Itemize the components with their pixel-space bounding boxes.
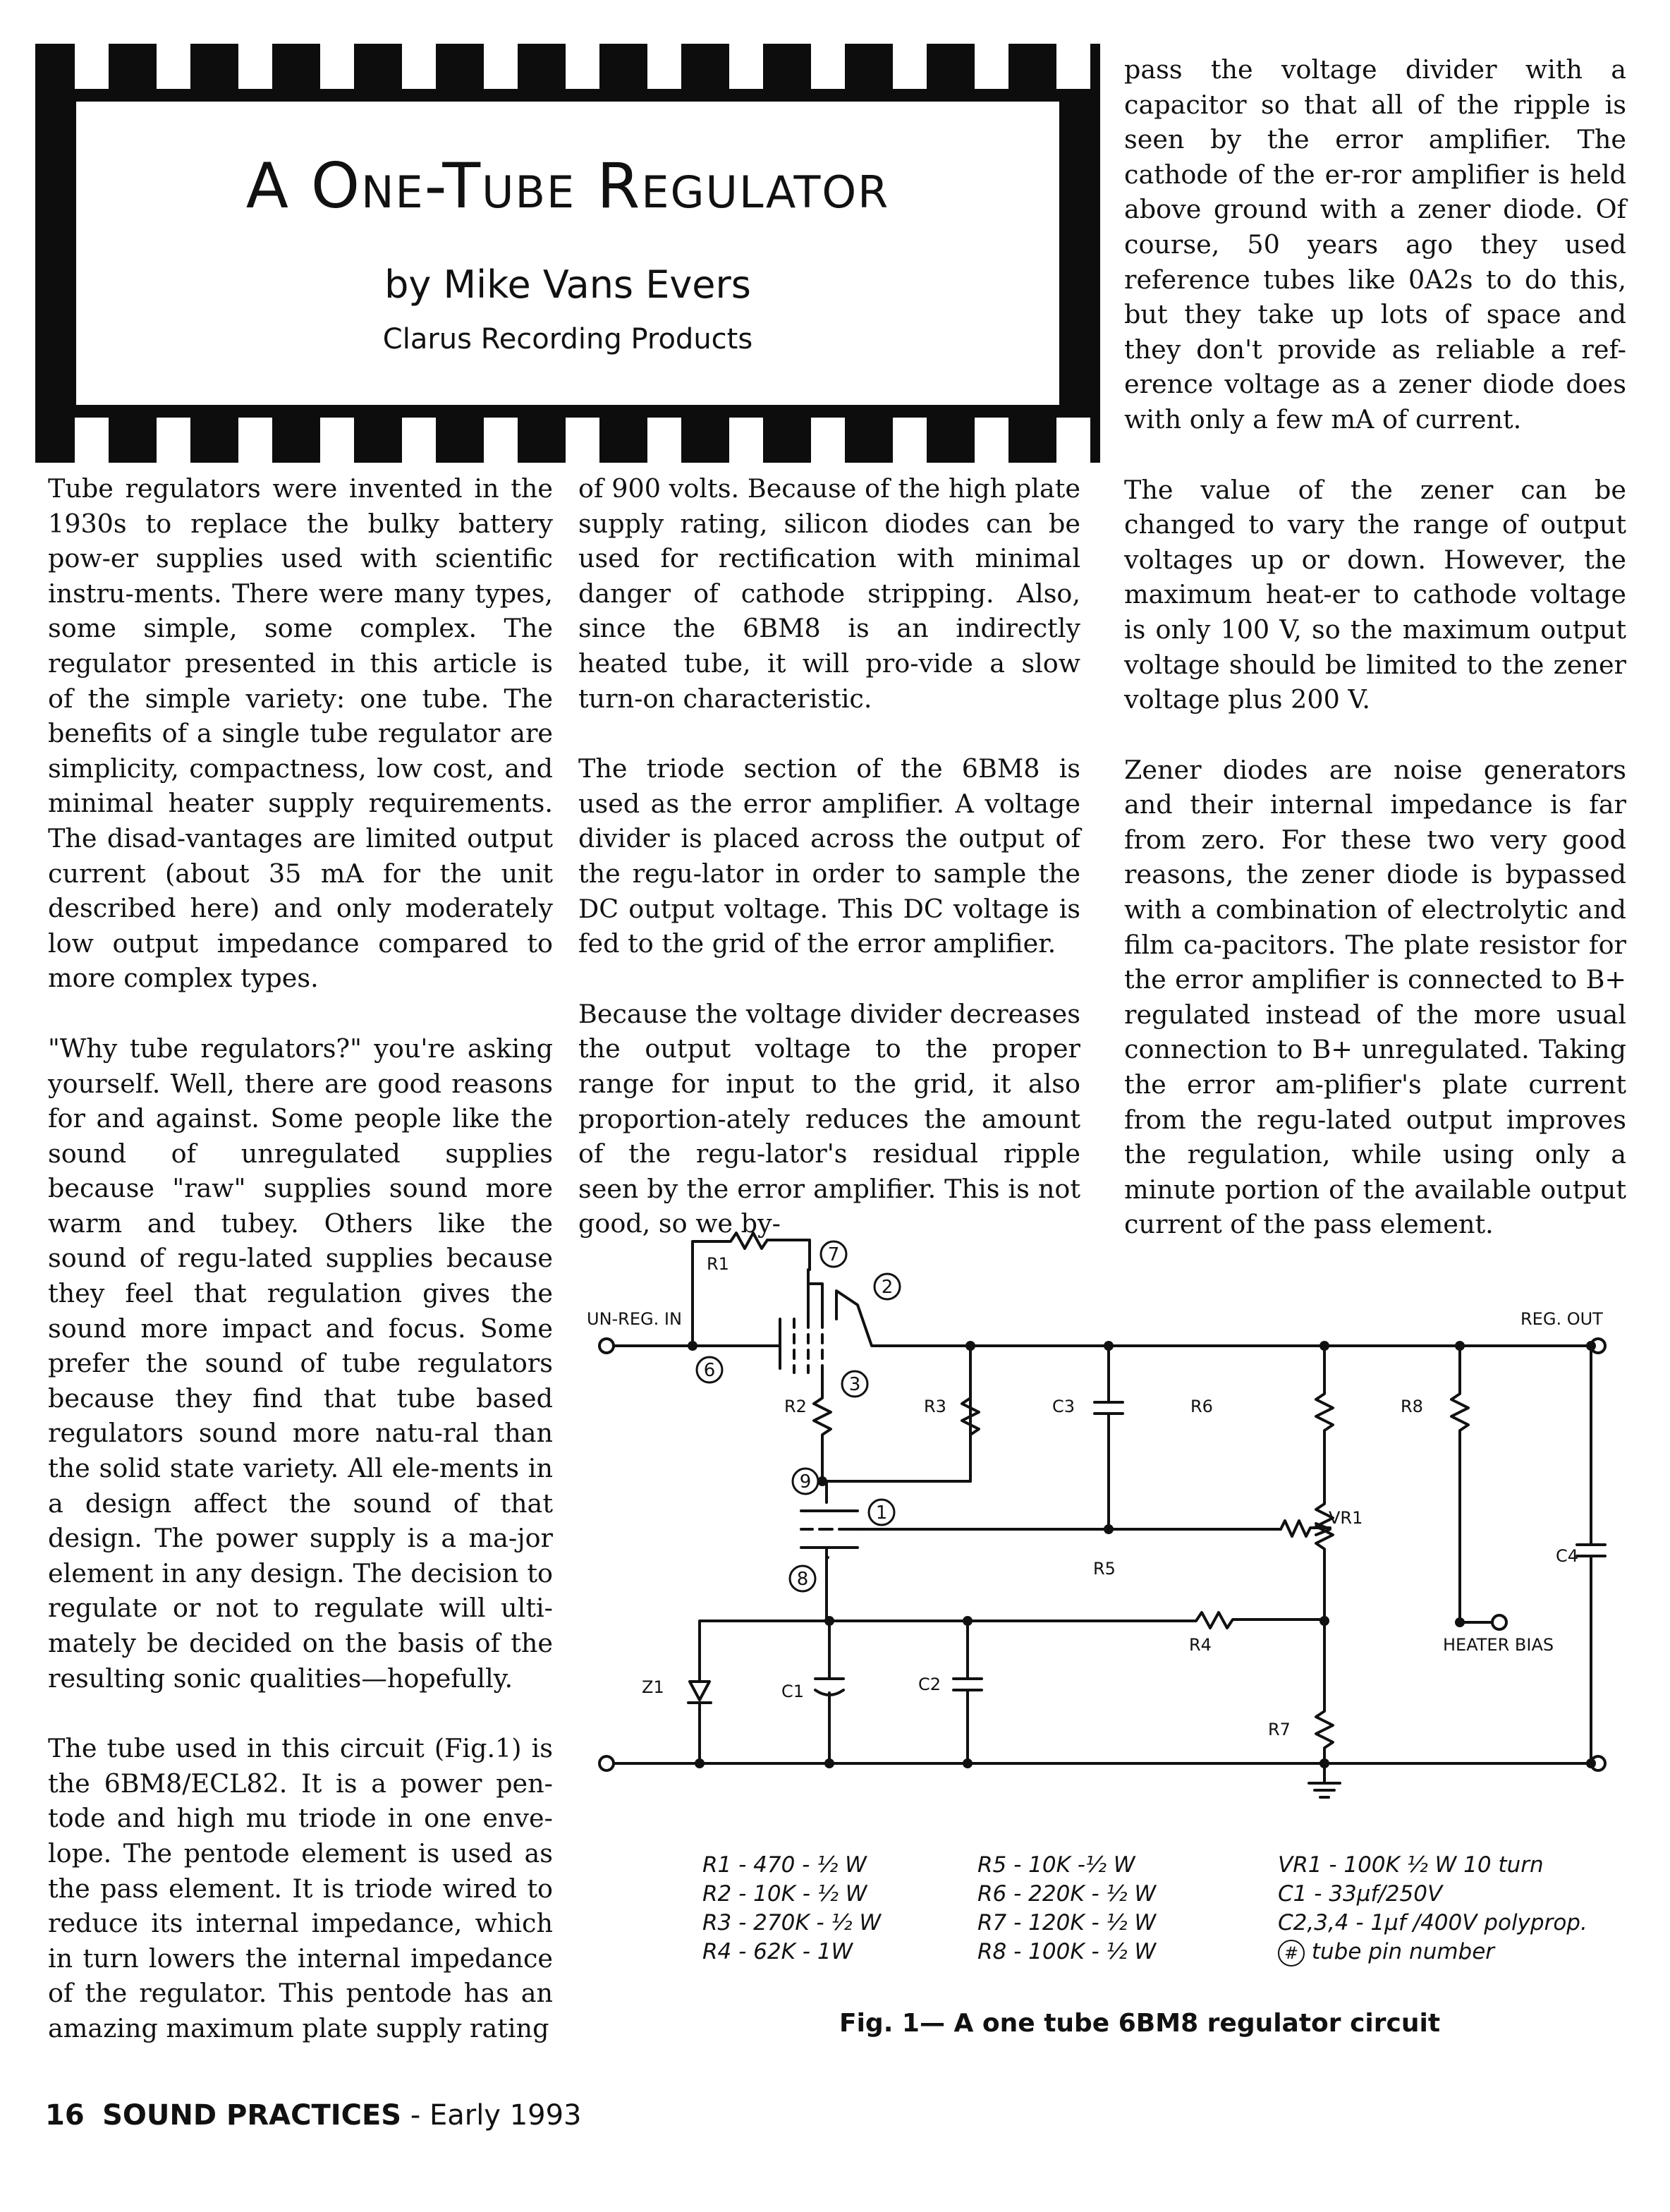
parts-list-item: C2,3,4 - 1µf /400V polyprop. <box>1278 1910 1587 1936</box>
page-number: 16 <box>45 2099 85 2132</box>
r2-resistor <box>814 1390 831 1481</box>
parts-list-item: R7 - 120K - ½ W <box>977 1910 1157 1936</box>
parts-list-item: R3 - 270K - ½ W <box>702 1910 882 1936</box>
film-strip-frame <box>35 44 1100 463</box>
r4-label: R4 <box>1189 1635 1212 1655</box>
pin-symbol: # <box>1278 1940 1305 1967</box>
r1-label: R1 <box>707 1254 729 1274</box>
pin-label: 9 <box>799 1471 812 1493</box>
c1-capacitor <box>815 1621 843 1763</box>
regulator-schematic <box>575 1213 1612 1806</box>
paragraph: Tube regulators were invented in the 1930s to replace the bulky battery pow-er supplies used with scientific instru-ments. There were many types, some simple, some complex. The regulator presented in this article is of the simple variety: one tube. The benefits of a single tube regulator are simplicity, compactness, low cost, and minimal heater supply requirements. The disad-vantages are limited output current (about 35 mA for the unit described here) and only moderately low output impedance compared to more complex types. <box>48 473 553 994</box>
pin-label: 6 <box>703 1360 716 1381</box>
c1-label: C1 <box>781 1682 805 1701</box>
pin-number-note <box>1278 1938 1587 1967</box>
r6-label: R6 <box>1190 1397 1213 1416</box>
ground-symbol <box>1309 1763 1340 1797</box>
article-title: A One-Tube Regulator <box>245 150 890 222</box>
output-rail <box>836 1291 1591 1346</box>
r1-resistor <box>693 1233 810 1346</box>
z1-label: Z1 <box>642 1677 664 1697</box>
parts-list-item: R8 - 100K - ½ W <box>977 1939 1157 1964</box>
heater-bias-label: HEATER BIAS <box>1443 1635 1554 1655</box>
c2-label: C2 <box>918 1675 941 1694</box>
c4-capacitor <box>1577 1346 1605 1763</box>
pin-note-text: tube pin number <box>1311 1939 1495 1964</box>
r3-to-grid-wire <box>822 1346 970 1481</box>
r8-label: R8 <box>1401 1397 1423 1416</box>
unreg-in-label: UN-REG. IN <box>587 1309 682 1329</box>
paragraph: Zener diodes are noise generators and their internal impedance is far from zero. For these two very good reasons, the zener diode is bypassed with a combination of electrolytic and film ca-pacitors. The plate resistor for the error amplifier is connected to B+ regulated instead of the more usual connection to B+ unregulated. Taking the error am-plifier's plate current from the regu-lated output improves the regulation, while using only a minute portion of the available output current of the pass element. <box>1124 754 1626 1240</box>
page-footer <box>45 2099 582 2132</box>
pin-label: 8 <box>796 1569 809 1590</box>
r8-resistor <box>1451 1346 1492 1622</box>
r5-label: R5 <box>1093 1559 1116 1579</box>
c3-label: C3 <box>1052 1397 1075 1416</box>
r2-label: R2 <box>784 1397 807 1416</box>
reg-out-label: REG. OUT <box>1520 1309 1603 1329</box>
parts-list-item: R5 - 10K -½ W <box>977 1852 1135 1878</box>
c3-capacitor <box>1095 1346 1123 1529</box>
paragraph: The triode section of the 6BM8 is used as the error amplifier. A voltage divider is placed across the output of the regu-lator in order to sample the DC output voltage. This DC voltage is fed to the grid of the error amplifier. <box>578 753 1080 959</box>
pin-label: 7 <box>827 1244 840 1265</box>
paragraph: of 900 volts. Because of the high plate supply rating, silicon diodes can be used for rectification with minimal danger of cathode stripping. Also, since the 6BM8 is an indirectly heated tube, it will pro-vide a slow turn-on characteristic. <box>578 473 1080 714</box>
z1-zener <box>688 1665 711 1763</box>
parts-list-column-2 <box>977 1851 1156 1967</box>
parts-list-item: VR1 - 100K ½ W 10 turn <box>1278 1852 1544 1878</box>
parts-list-column-3 <box>1278 1851 1587 1967</box>
vr1-label: VR1 <box>1329 1508 1363 1528</box>
pin-label: 1 <box>875 1502 888 1524</box>
article-byline: by Mike Vans Evers <box>384 262 751 307</box>
paragraph: The tube used in this circuit (Fig.1) is the 6BM8/ECL82. It is a power pen-tode and high mu triode in one enve-lope. The pentode element is used as the pass element. It is triode wired to reduce its internal impedance, which in turn lowers the internal impedance of the regulator. This pentode has an amazing maximum plate supply rating <box>48 1733 553 2043</box>
publication-name: SOUND PRACTICES <box>102 2099 402 2132</box>
text-column-2 <box>578 471 1080 1277</box>
parts-list-item: R6 - 220K - ½ W <box>977 1881 1157 1907</box>
c4-label: C4 <box>1556 1546 1579 1566</box>
paragraph: Because the voltage divider decreases the output voltage to the proper range for input to the grid, it also proportion-ately reduces the amount of the regu-lator's residual ripple seen by the error amplifier. This is not good, so we by- <box>578 998 1080 1239</box>
paragraph: pass the voltage divider with a capacitor so that all of the ripple is seen by the error amplifier. The cathode of the er-ror amplifier is held above ground with a zener diode. Of course, 50 years ago they used reference tubes like 0A2s to do this, but they take up lots of space and they don't provide as reliable a ref-erence voltage as a zener diode does with only a few mA of current. <box>1124 54 1626 435</box>
paragraph: "Why tube regulators?" you're asking yourself. Well, there are good reasons for and against. Some people like the sound of unregulated supplies because "raw" supplies sound more warm and tubey. Others like the sound of regu-lated supplies because they feel that regulation gives the sound more impact and focus. Some prefer the sound of tube regulators because they find that tube based regulators sound more natu-ral than the solid state variety. All ele-ments in a design affect the sound of that design. The power supply is a ma-jor element in any design. The decision to regulate or not to regulate will ulti-mately be decided on the basis of the resulting sonic qualities—hopefully. <box>48 1033 553 1694</box>
text-column-1 <box>48 471 553 2082</box>
r6-vr1-r7-divider <box>1316 1346 1333 1763</box>
c2-capacitor <box>953 1621 982 1763</box>
parts-list-item: R2 - 10K - ½ W <box>702 1881 867 1907</box>
r4-resistor <box>827 1612 1324 1628</box>
author-company: Clarus Recording Products <box>382 323 753 356</box>
parts-list-item: C1 - 33µf/250V <box>1278 1881 1443 1907</box>
r3-label: R3 <box>924 1397 946 1416</box>
r7-label: R7 <box>1268 1720 1291 1739</box>
parts-list-item: R1 - 470 - ½ W <box>702 1852 867 1878</box>
paragraph: The value of the zener can be changed to vary the range of output voltages up or down. However, the maximum heat-er to cathode voltage is only 100 V, so the maximum output voltage should be limited to the zener voltage plus 200 V. <box>1124 474 1626 715</box>
pin-label: 2 <box>881 1277 894 1298</box>
parts-list-item: R4 - 62K - 1W <box>702 1939 853 1964</box>
title-banner <box>35 44 1100 463</box>
pin-label: 3 <box>848 1374 861 1395</box>
figure-caption: Fig. 1— A one tube 6BM8 regulator circuit <box>839 2009 1441 2038</box>
text-column-3 <box>1124 52 1626 1277</box>
parts-list-column-1 <box>702 1851 881 1967</box>
issue-date: - Early 1993 <box>410 2099 582 2132</box>
